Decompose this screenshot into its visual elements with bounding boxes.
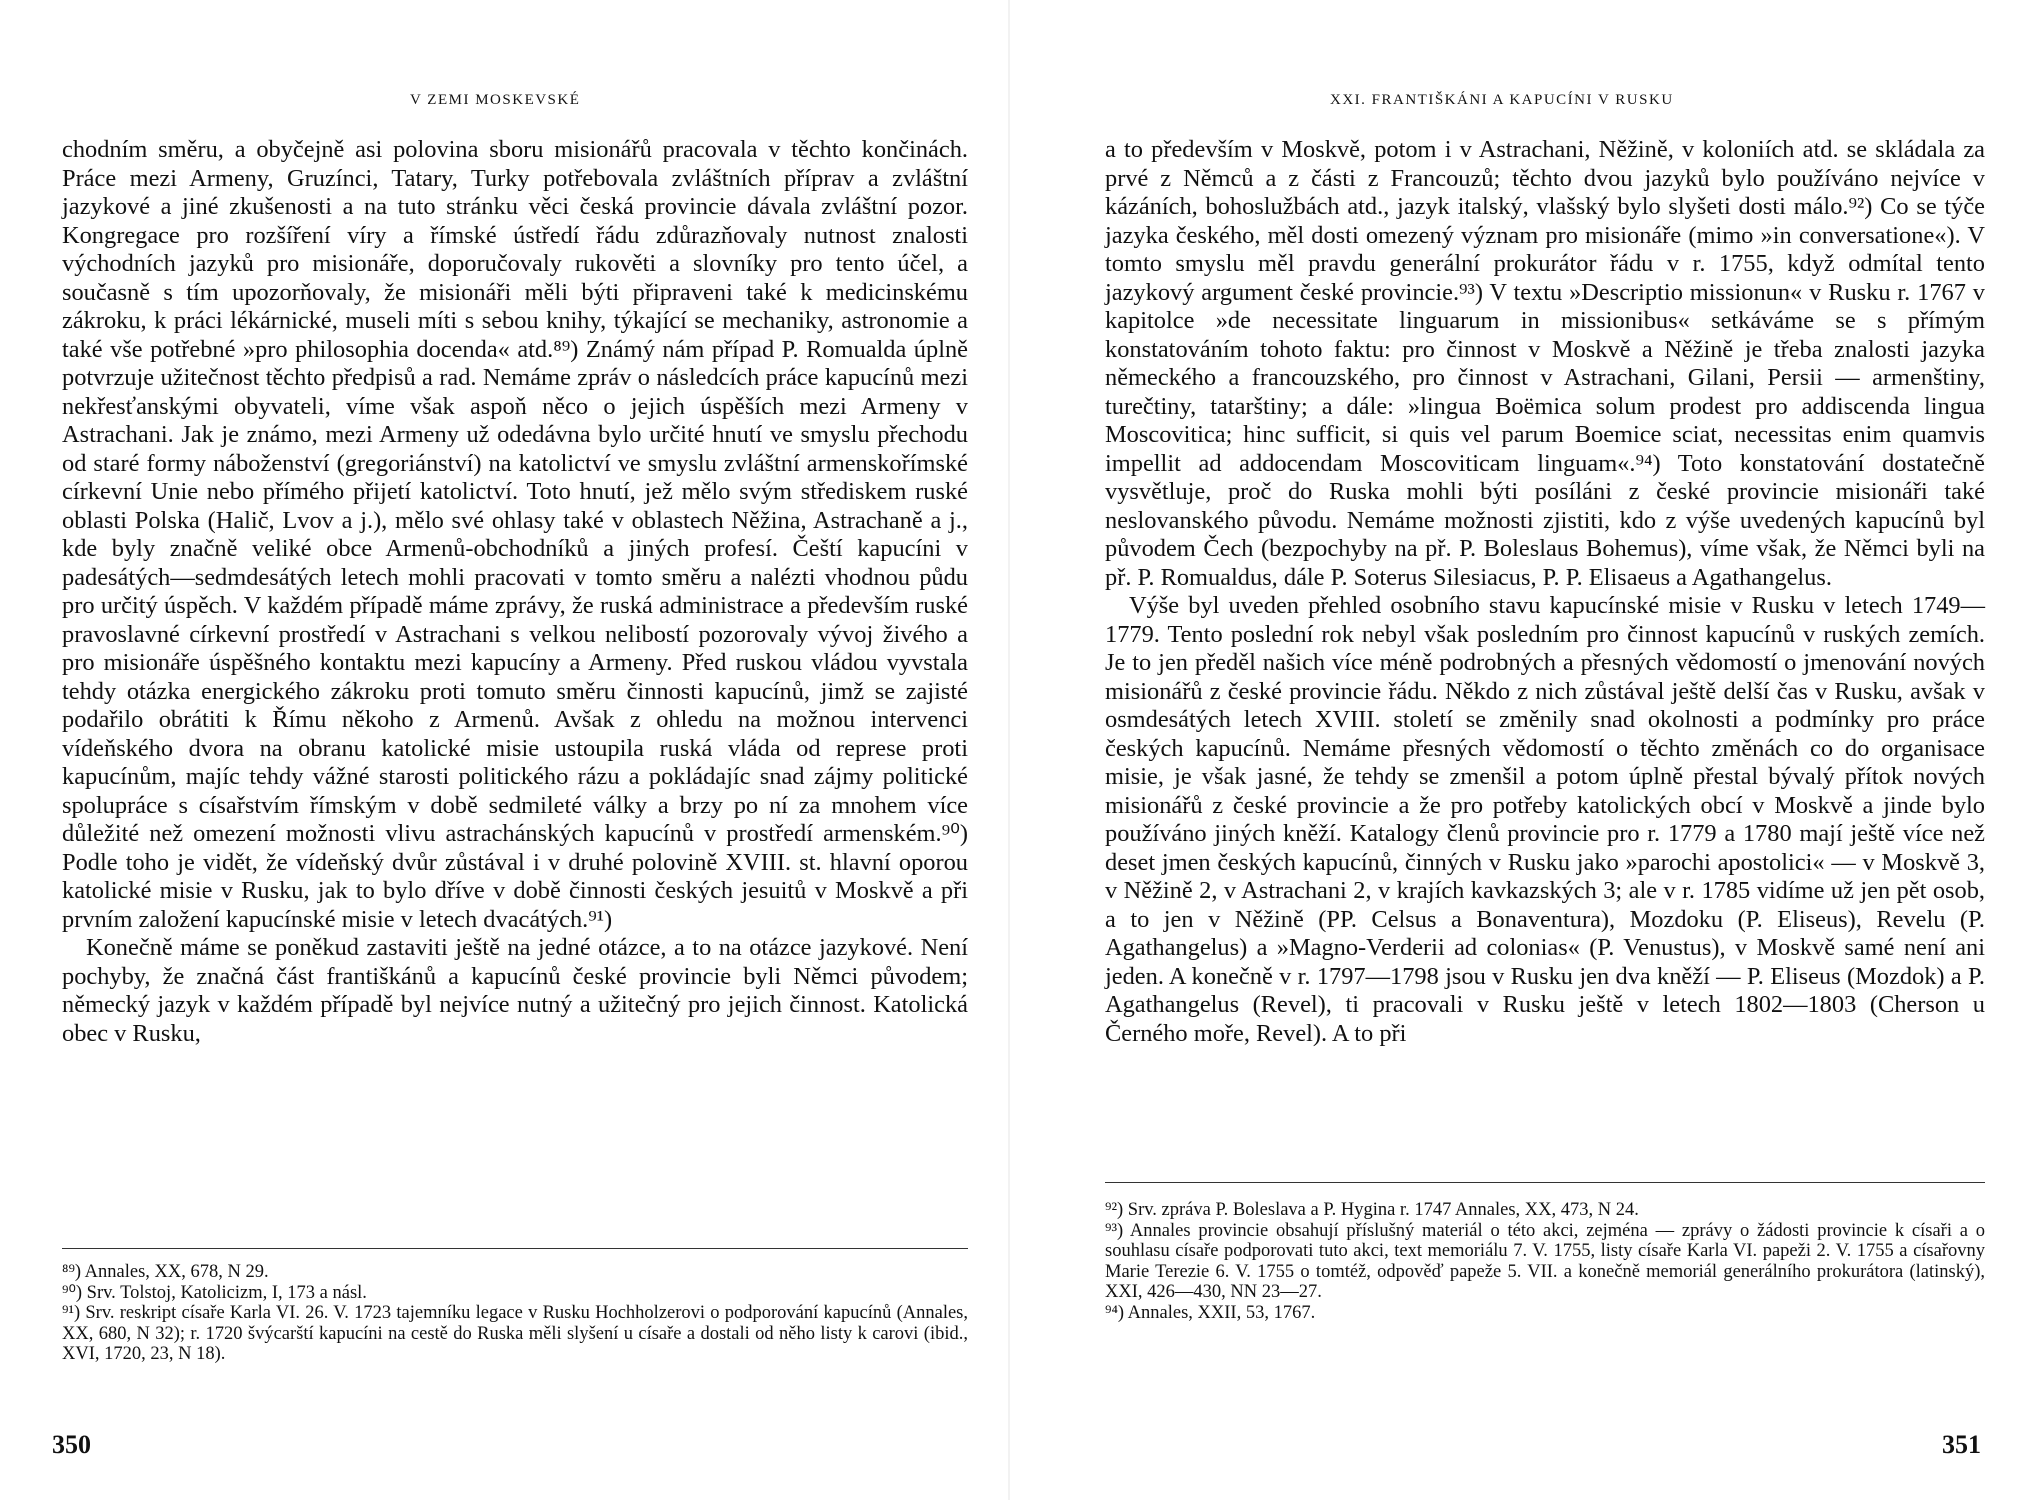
footnote-92: ⁹²) Srv. zpráva P. Boleslava a P. Hygina r. 1747 Annales, XX, 473, N 24. (1105, 1200, 1639, 1220)
footnote-93: ⁹³) Annales provincie obsahují příslušný materiál o této akci, zejména — zprávy o žádosti provincie k císaři a o souhlasu císaře podporovati tuto akci, text memoriálu 7. V. 1755, listy císaře Karla VI. papeži 2. V. 1755 a císařovny Marie Terezie 6. V. 1755 o tomtéž, odpověď papeže 5. VII. a konečně memoriál generálního prokurátora (latinský), XXI, 426—430, NN 23—27. (1105, 1220, 1985, 1303)
paragraph: Konečně máme se poněkud zastaviti ještě na jedné otázce, a to na otázce jazykové. Není pochyby, že značná část františkánů a kapucínů české provincie byli Němci původem; německý jazyk v každém případě byl nejvíce nutný a užitečný pro jejich činnost. Katolická obec v Rusku, (62, 934, 968, 1047)
left-page (0, 0, 1010, 1500)
page-number-left: 350 (52, 1430, 91, 1459)
paragraph: a to především v Moskvě, potom i v Astrachani, Něžině, v koloniích atd. se skládala za prvé z Němců a z části z Francouzů; těchto dvou jazyků bylo používáno nejvíce v kázáních, bohoslužbách atd., jazyk italský, vlašský bylo slyšeti dosti málo.⁹²) Co se týče jazyka českého, měl dosti omezený význam pro misionáře (mimo »in conversatione«). V tomto smyslu měl pravdu generální prokurátor řádu v r. 1755, když odmítal tento jazykový argument české provincie.⁹³) V textu »Descriptio missionun« v Rusku r. 1767 v kapitolce »de necessitate linguarum in missionibus« setkáváme se s přímým konstatováním tohoto faktu: pro činnost v Moskvě a Něžině je třeba znalosti jazyka německého a francouzského, pro činnost v Astrachani, Gilani, Persii — armenštiny, turečtiny, tatarštiny; a dále: »lingua Boëmica solum prodest pro addiscenda lingua Moscovitica; hinc sufficit, si quis vel parum Boemice sciat, necessitas enim quamvis impellit ad addocendam Moscoviticam linguam«.⁹⁴) Toto konstatování dostatečně vysvětluje, proč do Ruska mohli býti posíláni z české provincie misionáři také neslovanského původu. Nemáme možnosti zjistiti, kdo z výše uvedených kapucínů byl původem Čech (bezpochyby na př. P. Boleslaus Bohemus), víme však, že Němci byli na př. P. Romualdus, dále P. Soterus Silesiacus, P. P. Elisaeus a Agathangelus. (1105, 136, 1985, 591)
footnote-rule (62, 1248, 968, 1249)
running-head-right: XXI. FRANTIŠKÁNI A KAPUCÍNI V RUSKU (1330, 92, 1674, 108)
body-text-right (1105, 136, 1985, 1048)
footnotes-right (1105, 1200, 1985, 1324)
footnote-89: ⁸⁹) Annales, XX, 678, N 29. (62, 1262, 269, 1282)
footnote-94: ⁹⁴) Annales, XXII, 53, 1767. (1105, 1302, 1316, 1323)
footnote-rule (1105, 1182, 1985, 1183)
paragraph: chodním směru, a obyčejně asi polovina sboru misionářů pracovala v těchto končinách. Práce mezi Armeny, Gruzínci, Tatary, Turky potřebovala zvláštních příprav a zvláštní jazykové a jiné zkušenosti a na tuto stránku věci česká provincie dávala zvláštní pozor. Kongregace pro rozšíření víry a římské ústředí řádu zdůrazňovaly nutnost znalosti východních jazyků pro misionáře, doporučovaly rukověti a slovníky pro tento účel, a současně s tím upozorňovaly, že misionáři měli býti připraveni také k medicinskému zákroku, k práci lékárnické, museli míti s sebou knihy, týkající se mechaniky, astronomie a také vše potřebné »pro philosophia docenda« atd.⁸⁹) Známý nám případ P. Romualda úplně potvrzuje užitečnost těchto předpisů a rad. Nemáme zpráv o následcích práce kapucínů mezi nekřesťanskými obyvateli, víme však aspoň něco o jejich úspěších mezi Armeny v Astrachani. Jak je známo, mezi Armeny už odedávna bylo určité hnutí ve smyslu přechodu od staré formy náboženství (gregoriánství) na katolictví ve smyslu zvláštní armenskořímské církevní Unie nebo přímého přijetí katolictví. Toto hnutí, jež mělo svým střediskem ruské oblasti Polska (Halič, Lvov a j.), mělo své ohlasy také v oblastech Něžina, Astrachaně a j., kde byly značně veliké obce Armenů-obchodníků a jiných profesí. Čeští kapucíni v padesátých—sedmdesátých letech mohli pracovati v tomto směru a nalézti vhodnou půdu pro určitý úspěch. V každém případě máme zprávy, že ruská administrace a především ruské pravoslavné církevní prostředí v Astrachani s velkou nelibostí pozorovaly vývoj živého a pro misionáře úspěšného kontaktu mezi kapucíny a Armeny. Před ruskou vládou vyvstala tehdy otázka energického zákroku proti tomuto směru činnosti kapucínů, jimž se zajisté podařilo obrátiti k Římu někoho z Armenů. Avšak z ohledu na možnou intervenci vídeňského dvora na obranu katolické misie ustoupila ruská vláda od represe proti kapucínům, majíc tehdy vážné starosti politického rázu a pokládajíc snad zájmy politické spolupráce s císařstvím římským v době sedmileté války a brzy po ní za mnohem více důležité než omezení možnosti vlivu astrachánských kapucínů v prostředí armenském.⁹⁰) Podle toho je vidět, že vídeňský dvůr zůstával i v druhé polovině XVIII. st. hlavní oporou katolické misie v Rusku, jak to bylo dříve v době činnosti českých jesuitů v Moskvě a při prvním založení kapucínské misie v letech dvacátých.⁹¹) (62, 136, 968, 933)
footnote-91: ⁹¹) Srv. reskript císaře Karla VI. 26. V. 1723 tajemníku legace v Rusku Hochholzerovi o podporování kapucínů (Annales, XX, 680, N 32); r. 1720 švýcarští kapucíni na cestě do Ruska měli slyšení u císaře a dostali od něho listy k carovi (ibid., XVI, 1720, 23, N 18). (62, 1303, 968, 1365)
right-page (1010, 0, 2034, 1500)
paragraph: Výše byl uveden přehled osobního stavu kapucínské misie v Rusku v letech 1749—1779. Tento poslední rok nebyl však posledním pro činnost kapucínů v ruských zemích. Je to jen předěl našich více méně podrobných a přesných vědomostí o jmenování nových misionářů z české provincie řádu. Někdo z nich zůstával ještě delší čas v Rusku, avšak v osmdesátých letech XVIII. století se změnily snad okolnosti a podmínky pro práce českých kapucínů. Nemáme přesných vědomostí o těchto změnách co do organisace misie, je však jasné, že tehdy se zmenšil a potom úplně přestal bývalý přítok nových misionářů z české provincie a že pro potřeby katolických obcí v Moskvě a jinde bylo používáno jiných kněží. Katalogy členů provincie pro r. 1779 a 1780 mají ještě více než deset jmen českých kapucínů, činných v Rusku jako »parochi apostolici« — v Moskvě 3, v Něžině 2, v Astrachani 2, v krajích kavkazských 3; ale v r. 1785 vidíme už jen pět osob, a to jen v Něžině (PP. Celsus a Bonaventura), Mozdoku (P. Eliseus), Revelu (P. Agathangelus) a »Magno-Verderii ad colonias« (P. Venustus), v Moskvě samé není ani jeden. A konečně v r. 1797—1798 jsou v Rusku jen dva kněží — P. Eliseus (Mozdok) a P. Agathangelus (Revel), ti pracovali v Rusku ještě v letech 1802—1803 (Cherson u Černého moře, Revel). A to při (1105, 592, 1985, 1047)
running-head-left: V ZEMI MOSKEVSKÉ (410, 92, 581, 108)
body-text-left (62, 136, 968, 1048)
page-number-right: 351 (1942, 1430, 1981, 1459)
footnotes-left (62, 1262, 968, 1365)
footnote-90: ⁹⁰) Srv. Tolstoj, Katolicizm, I, 173 a násl. (62, 1282, 367, 1303)
